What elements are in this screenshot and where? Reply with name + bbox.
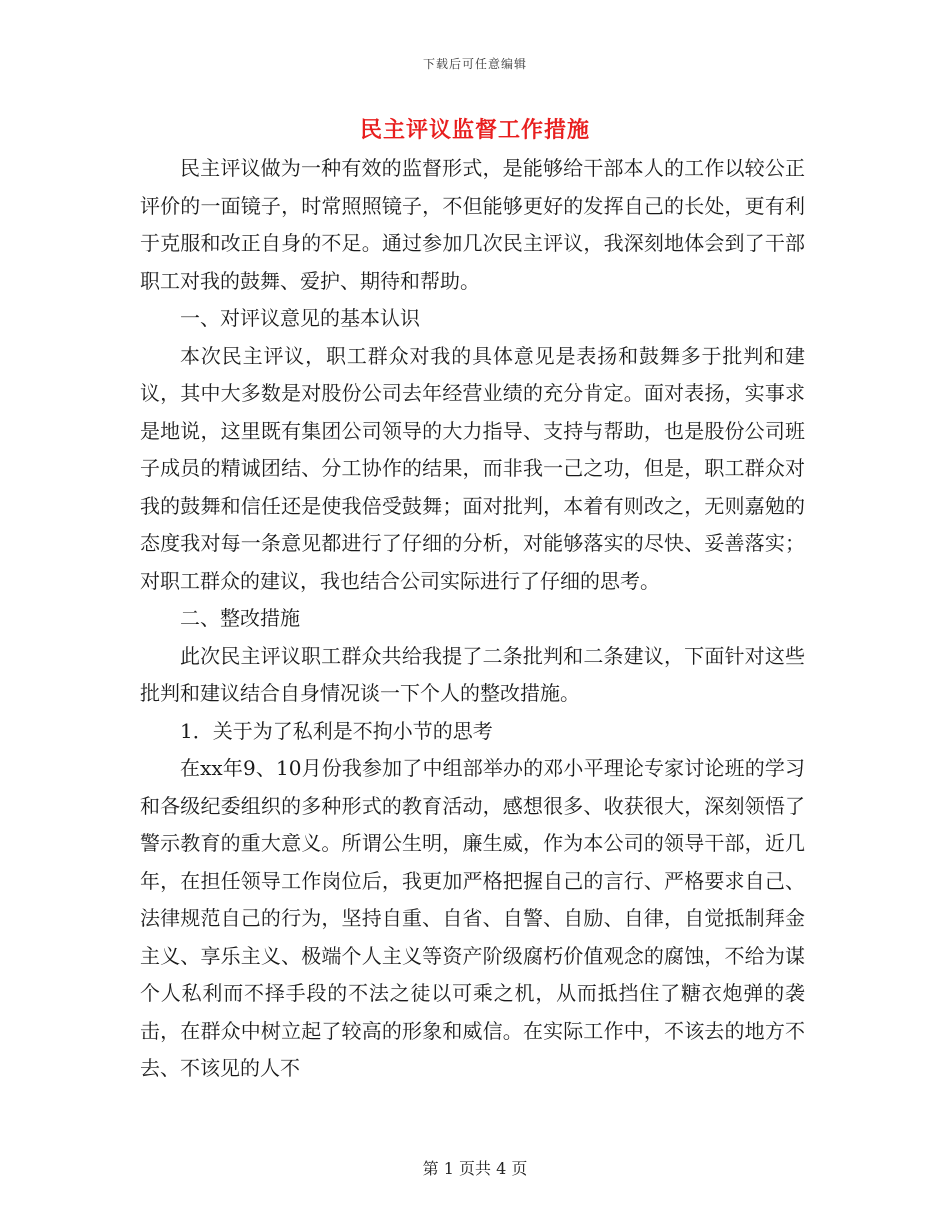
paragraph-section-2: 此次民主评议职工群众共给我提了二条批判和二条建议，下面针对这些批判和建议结合自身情况谈一下个人的整改措施。	[140, 643, 805, 705]
paragraph-subsection-1: 在xx年9、10月份我参加了中组部举办的邓小平理论专家讨论班的学习和各级纪委组织的多种形式的教育活动，感想很多、收获很大，深刻领悟了警示教育的重大意义。所谓公生明，廉生威，作为本公司的领导干部，近几年，在担任领导工作岗位后，我更加严格把握自己的言行、严格要求自己、法律规范自己的行为，坚持自重、自省、自警、自励、自律，自觉抵制拜金主义、享乐主义、极端个人主义等资产阶级腐朽价值观念的腐蚀，不给为谋个人私利而不择手段的不法之徒以可乘之机，从而抵挡住了糖衣炮弹的袭击，在群众中树立起了较高的形象和威信。在实际工作中，不该去的地方不去、不该见的人不	[140, 756, 805, 1080]
paragraph-section-1: 本次民主评议，职工群众对我的具体意见是表扬和鼓舞多于批判和建议，其中大多数是对股份公司去年经营业绩的充分肯定。面对表扬，实事求是地说，这里既有集团公司领导的大力指导、支持与帮助，也是股份公司班子成员的精诚团结、分工协作的结果，而非我一己之功，但是，职工群众对我的鼓舞和信任还是使我倍受鼓舞；面对批判，本着有则改之，无则嘉勉的态度我对每一条意见都进行了仔细的分析，对能够落实的尽快、妥善落实；对职工群众的建议，我也结合公司实际进行了仔细的思考。	[140, 343, 805, 593]
document-body	[140, 150, 805, 1088]
paragraph-intro: 民主评议做为一种有效的监督形式，是能够给干部本人的工作以较公正评价的一面镜子，时常照照镜子，不但能够更好的发挥自己的长处，更有利于克服和改正自身的不足。通过参加几次民主评议，我深刻地体会到了干部职工对我的鼓舞、爱护、期待和帮助。	[140, 156, 805, 293]
header-note: 下载后可任意编辑	[422, 57, 527, 71]
section-heading-1: 一、对评议意见的基本认识	[180, 306, 420, 330]
section-heading-2: 二、整改措施	[180, 606, 300, 630]
document-title: 民主评议监督工作措施	[359, 117, 590, 143]
page-number: 第 1 页共 4 页	[422, 1159, 528, 1178]
subsection-heading-1: 1．关于为了私利是不拘小节的思考	[180, 718, 493, 743]
